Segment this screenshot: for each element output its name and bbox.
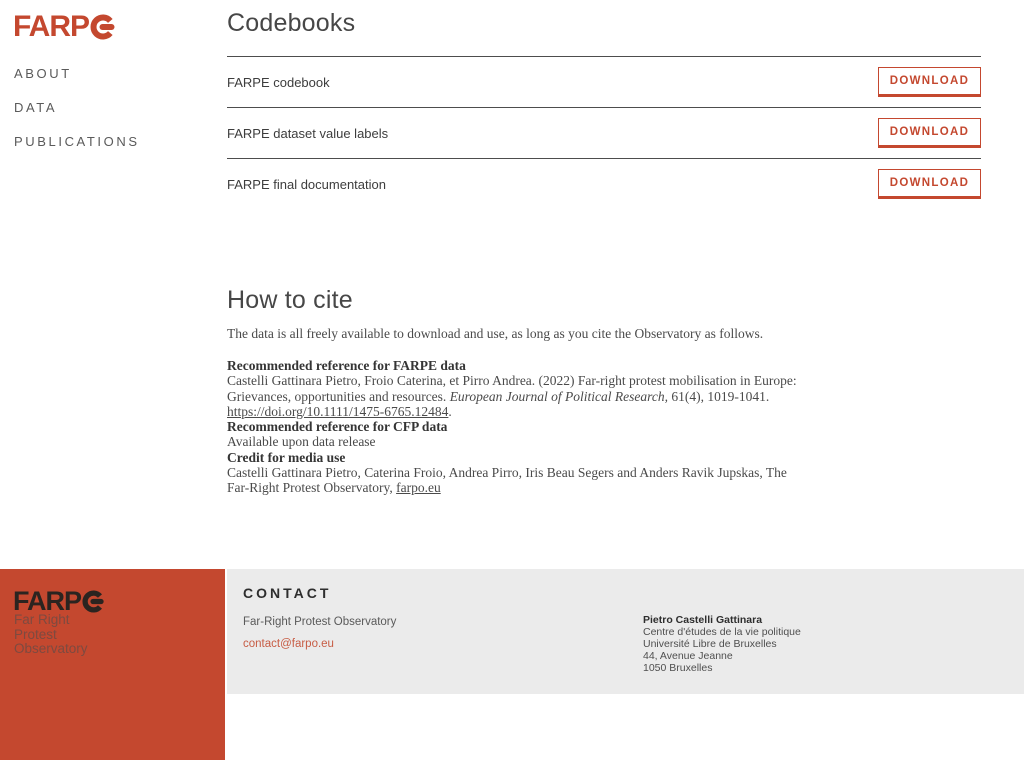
farpe-ref-part1: Castelli Gattinara Pietro, Froio Caterina, et Pirro Andrea. (2022) Far-right protest mobilisation in Europe: Grievances, opportunities and resources. (227, 373, 797, 404)
farpo-eu-link[interactable]: farpo.eu (396, 480, 441, 496)
contact-person-line: Centre d'études de la vie politique (643, 626, 801, 638)
page-title: Codebooks (227, 9, 356, 37)
footer-farpo-logo-o-icon (82, 590, 105, 613)
download-button[interactable]: DOWNLOAD (878, 169, 981, 199)
cite-intro: The data is all freely available to download and use, as long as you cite the Observatory as follows. (227, 326, 764, 341)
contact-person-name: Pietro Castelli Gattinara (643, 614, 763, 626)
contact-person-line: 44, Avenue Jeanne (643, 650, 733, 662)
codebook-row-label: FARPE dataset value labels (227, 125, 389, 141)
credit-text-part1: Castelli Gattinara Pietro, Caterina Froio, Andrea Pirro, Iris Beau Segers and Anders Ravik Jupskas, The Far-Right Protest Observatory, (227, 465, 787, 496)
footer-contact-block (227, 569, 1024, 694)
farpo-logo[interactable] (13, 12, 116, 42)
credit-text (227, 465, 805, 496)
codebook-row (227, 107, 981, 158)
sidebar-item-publications[interactable]: PUBLICATIONS (14, 134, 140, 149)
credit-heading: Credit for media use (227, 449, 346, 465)
contact-person-line: 1050 Bruxelles (643, 662, 713, 674)
codebook-list (227, 56, 981, 209)
farpo-wordmark-text: FARP (13, 10, 90, 43)
footer-farpo-logo (13, 588, 105, 615)
contact-person-line: Université Libre de Bruxelles (643, 638, 777, 650)
contact-heading: CONTACT (243, 585, 332, 601)
farpe-ref-journal: European Journal of Political Research, (449, 388, 669, 404)
sidebar-nav (14, 66, 140, 168)
footer-brand-block (0, 569, 225, 760)
cite-title: How to cite (227, 286, 353, 314)
farpe-ref-text (227, 373, 805, 419)
farpe-ref-heading: Recommended reference for FARPE data (227, 358, 466, 373)
sidebar-item-about[interactable]: ABOUT (14, 66, 72, 81)
farpe-ref-part3: . (448, 403, 452, 419)
tagline-line: Far Right (14, 612, 70, 627)
footer-farpo-wordmark-text: FARP (13, 586, 82, 616)
farpe-ref-part2: 61(4), 1019-1041. (668, 388, 770, 404)
cfp-ref-heading: Recommended reference for CFP data (227, 419, 448, 435)
codebook-row-label: FARPE codebook (227, 74, 330, 90)
footer-tagline (14, 613, 88, 657)
contact-org: Far-Right Protest Observatory (243, 616, 397, 628)
cite-references (227, 358, 805, 496)
codebook-row (227, 56, 981, 107)
codebook-row (227, 158, 981, 209)
download-button[interactable]: DOWNLOAD (878, 67, 981, 97)
contact-person (643, 614, 801, 674)
tagline-line: Protest (14, 626, 57, 642)
how-to-cite-section (227, 286, 827, 496)
doi-link[interactable]: https://doi.org/10.1111/1475-6765.12484 (227, 403, 449, 419)
farpo-logo-o-icon (90, 14, 116, 40)
tagline-line: Observatory (14, 641, 88, 657)
download-button[interactable]: DOWNLOAD (878, 118, 981, 148)
cfp-ref-text: Available upon data release (227, 434, 376, 450)
contact-email-link[interactable]: contact@farpo.eu (243, 638, 334, 650)
codebook-row-label: FARPE final documentation (227, 176, 386, 192)
sidebar-item-data[interactable]: DATA (14, 100, 58, 115)
